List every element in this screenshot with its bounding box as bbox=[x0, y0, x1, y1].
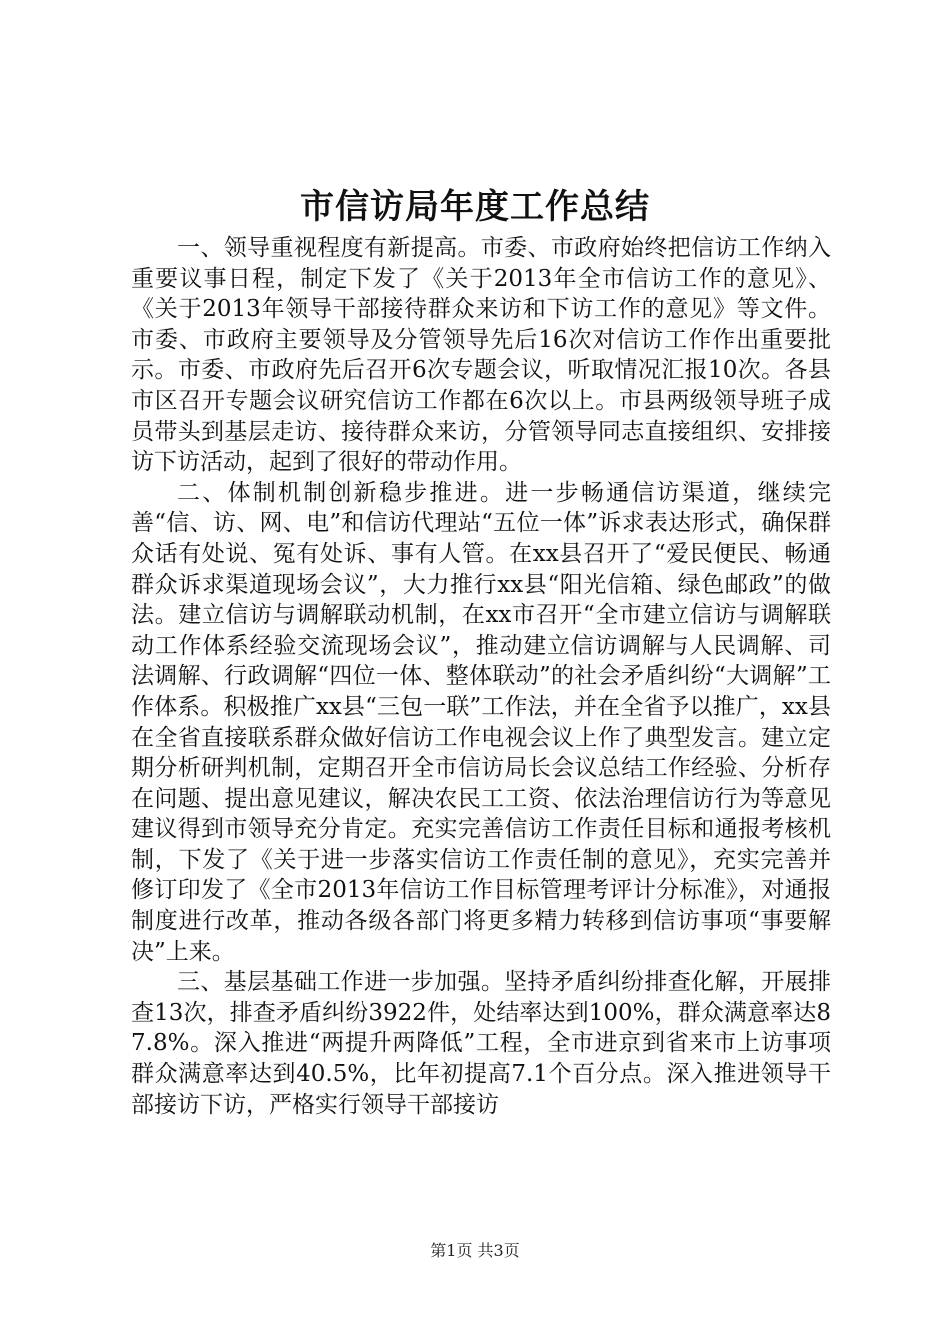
document-title: 市信访局年度工作总结 bbox=[300, 187, 650, 227]
page-footer: 第1页 共3页 bbox=[430, 1241, 520, 1260]
paragraph-grassroots: 三、基层基础工作进一步加强。坚持矛盾纠纷排查化解，开展排查13次，排查矛盾纠纷3922件，处结率达到100%，群众满意率达87.8%。深入推进“两提升两降低”工程，全市进京到省来市上访事项群众满意率达到40.5%，比年初提高7.1个百分点。深入推进领导干部接访下访，严格实行领导干部接访 bbox=[131, 969, 831, 1118]
paragraph-mechanism: 二、体制机制创新稳步推进。进一步畅通信访渠道，继续完善“信、访、网、电”和信访代理站“五位一体”诉求表达形式，确保群众话有处说、冤有处诉、事有人管。在xx县召开了“爱民便民、畅通群众诉求渠道现场会议”，大力推行xx县“阳光信箱、绿色邮政”的做法。建立信访与调解联动机制，在xx市召开“全市建立信访与调解联动工作体系经验交流现场会议”，推动建立信访调解与人民调解、司法调解、行政调解“四位一体、整体联动”的社会矛盾纠纷“大调解”工作体系。积极推广xx县“三包一联”工作法，并在全省予以推广，xx县在全省直接联系群众做好信访工作电视会议上作了典型发言。建立定期分析研判机制，定期召开全市信访局长会议总结工作经验、分析存在问题、提出意见建议，解决农民工工资、依法治理信访行为等意见建议得到市领导充分肯定。充实完善信访工作责任目标和通报考核机制，下发了《关于进一步落实信访工作责任制的意见》，充实完善并修订印发了《全市2013年信访工作目标管理考评计分标准》，对通报制度进行改革，推动各级各部门将更多精力转移到信访事项“事要解决”上来。 bbox=[131, 479, 831, 965]
document-body bbox=[131, 233, 831, 1120]
paragraph-leadership: 一、领导重视程度有新提高。市委、市政府始终把信访工作纳入重要议事日程，制定下发了《关于2013年全市信访工作的意见》、《关于2013年领导干部接待群众来访和下访工作的意见》等文件。市委、市政府主要领导及分管领导先后16次对信访工作作出重要批示。市委、市政府先后召开6次专题会议，听取情况汇报10次。各县市区召开专题会议研究信访工作都在6次以上。市县两级领导班子成员带头到基层走访、接待群众来访，分管领导同志直接组织、安排接访下访活动，起到了很好的带动作用。 bbox=[131, 235, 831, 476]
